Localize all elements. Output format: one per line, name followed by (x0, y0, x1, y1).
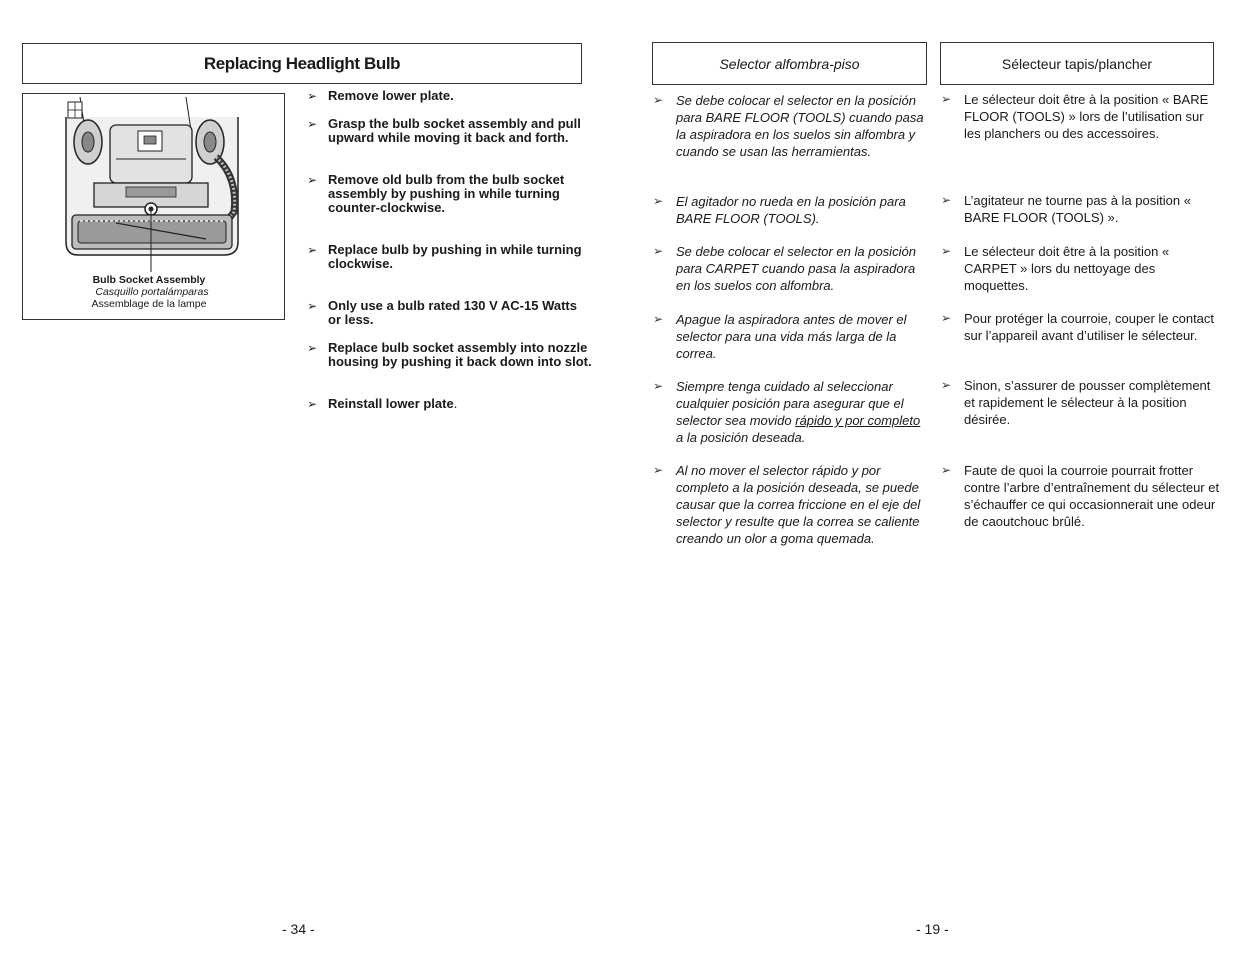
step-item: ➢ Grasp the bulb socket assembly and pull upward while moving it back and forth. (307, 116, 581, 145)
caption-spanish: Casquillo portalámparas (95, 286, 209, 298)
step-item: ➢ Remove lower plate. (307, 88, 454, 103)
arrowhead-bullet-icon: ➢ (307, 89, 318, 103)
arrowhead-bullet-icon: ➢ (653, 463, 664, 477)
list-item: ➢ Se debe colocar el selector en la posición para CARPET cuando pasa la aspiradora en los suelos con alfombra. (653, 244, 916, 293)
arrowhead-bullet-icon: ➢ (307, 397, 318, 411)
arrowhead-bullet-icon: ➢ (653, 93, 664, 107)
list-item: ➢ Pour protéger la courroie, couper le contact sur l’appareil avant d’utiliser le sélecteur. (941, 311, 1215, 343)
section-title-box (22, 43, 582, 84)
arrowhead-bullet-icon: ➢ (307, 117, 318, 131)
french-title-box (940, 42, 1214, 85)
arrowhead-bullet-icon: ➢ (307, 341, 318, 355)
page-number-right: - 19 - (916, 921, 949, 937)
arrowhead-bullet-icon: ➢ (653, 194, 664, 208)
arrowhead-bullet-icon: ➢ (307, 243, 318, 257)
arrowhead-bullet-icon: ➢ (307, 173, 318, 187)
arrowhead-bullet-icon: ➢ (941, 463, 952, 477)
list-item: ➢ Apague la aspiradora antes de mover el selector para una vida más larga de la correa. (653, 312, 907, 361)
list-item: ➢ Sinon, s’assurer de pousser complètement et rapidement le sélecteur à la position désirée. (941, 378, 1211, 427)
list-item: ➢ Al no mover el selector rápido y por completo a la posición deseada, se puede causar que la correa friccione en el eje del selector y resulte que la correa se caliente creando un olor a goma quemada. (653, 463, 921, 546)
arrowhead-bullet-icon: ➢ (941, 92, 952, 106)
list-item: ➢ L’agitateur ne tourne pas à la position « BARE FLOOR (TOOLS) ». (941, 193, 1191, 225)
arrowhead-bullet-icon: ➢ (653, 312, 664, 326)
list-item: ➢ Faute de quoi la courroie pourrait frotter contre l’arbre d’entraînement du sélecteur et s’échauffer ce qui occasionnerait une odeur de caoutchouc brûlé. (941, 463, 1220, 529)
vacuum-underside-illustration (56, 97, 246, 272)
step-item: ➢ Replace bulb by pushing in while turning clockwise. (307, 242, 582, 271)
caption-french: Assemblage de la lampe (91, 298, 207, 310)
step-item: ➢ Only use a bulb rated 130 V AC-15 Watts or less. (307, 298, 577, 327)
spanish-title: Selector alfombra-piso (719, 55, 860, 72)
arrowhead-bullet-icon: ➢ (941, 311, 952, 325)
figure-box (22, 93, 285, 320)
spanish-title-box (652, 42, 927, 85)
step-item: ➢ Remove old bulb from the bulb socket assembly by pushing in while turning counter-clockwise. (307, 172, 565, 215)
list-item: ➢ Se debe colocar el selector en la posición para BARE FLOOR (TOOLS) cuando pasa la aspiradora en los suelos sin alfombra y cuando se usan las herramientas. (653, 93, 924, 159)
arrowhead-bullet-icon: ➢ (941, 378, 952, 392)
section-title: Replacing Headlight Bulb (203, 53, 401, 73)
list-item: ➢ Le sélecteur doit être à la position « BARE FLOOR (TOOLS) » lors de l’utilisation sur les planchers ou des accessoires. (941, 92, 1209, 141)
list-item: ➢ Le sélecteur doit être à la position « CARPET » lors du nettoyage des moquettes. (941, 244, 1170, 293)
page-number-left: - 34 - (282, 921, 315, 937)
list-item: ➢ El agitador no rueda en la posición para BARE FLOOR (TOOLS). (653, 194, 906, 226)
french-title: Sélecteur tapis/plancher (1001, 55, 1153, 72)
arrowhead-bullet-icon: ➢ (941, 244, 952, 258)
arrowhead-bullet-icon: ➢ (307, 299, 318, 313)
list-item: ➢ Siempre tenga cuidado al seleccionar cualquier posición para asegurar que el selector sea movido rápido y por completo a la posición deseada. (653, 379, 921, 445)
caption-english: Bulb Socket Assembly (92, 274, 206, 286)
step-item: ➢ Replace bulb socket assembly into nozzle housing by pushing it back down into slot. (307, 340, 592, 369)
arrowhead-bullet-icon: ➢ (653, 379, 664, 393)
arrowhead-bullet-icon: ➢ (941, 193, 952, 207)
step-item: ➢ Reinstall lower plate. (307, 396, 458, 411)
arrowhead-bullet-icon: ➢ (653, 244, 664, 258)
